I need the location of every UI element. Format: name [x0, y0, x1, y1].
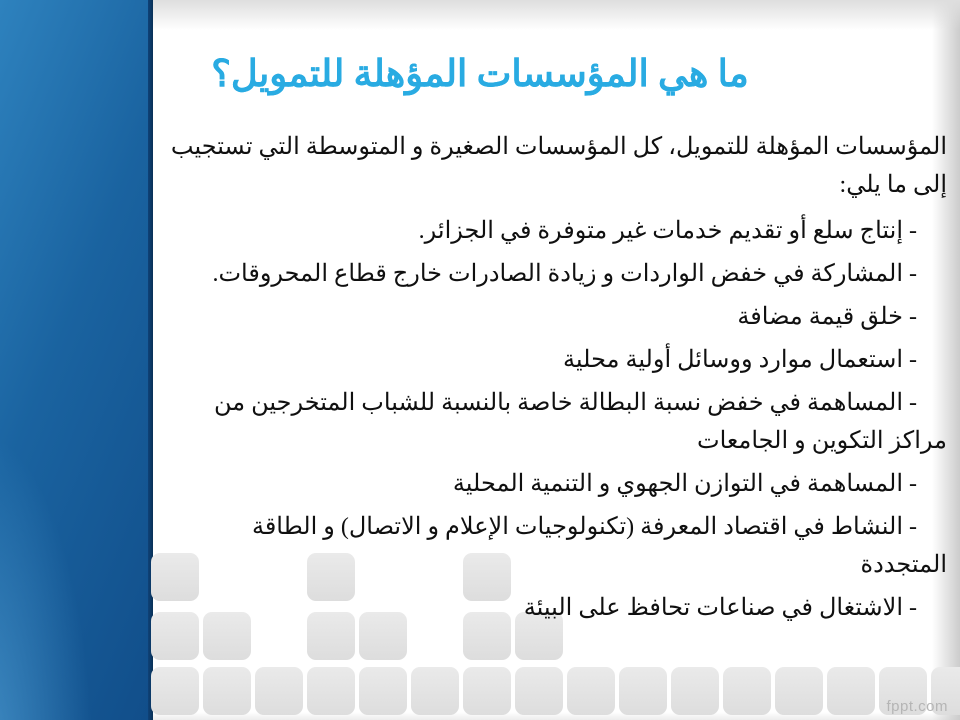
decorative-square [307, 667, 355, 715]
decorative-square [619, 667, 667, 715]
decorative-square [359, 667, 407, 715]
decorative-square [463, 667, 511, 715]
decorative-square [827, 667, 875, 715]
bullet-item: - النشاط في اقتصاد المعرفة (تكنولوجيات الإعلام و الاتصال) و الطاقة المتجددة [251, 514, 947, 578]
decorative-square [255, 667, 303, 715]
decorative-square [151, 667, 199, 715]
bullet-item: - المساهمة في خفض نسبة البطالة خاصة بالنسبة للشباب المتخرجين من مراكز التكوين و الجامعات [213, 390, 947, 454]
bullet-item: - خلق قيمة مضافة [737, 304, 917, 330]
intro-paragraph: المؤسسات المؤهلة للتمويل، كل المؤسسات الصغيرة و المتوسطة التي تستجيب إلى ما يلي: [170, 134, 947, 198]
decorative-square [567, 667, 615, 715]
decorative-square [723, 667, 771, 715]
bullet-item: - المشاركة في خفض الواردات و زيادة الصادرات خارج قطاع المحروقات. [212, 261, 917, 287]
bullet-item: - المساهمة في التوازن الجهوي و التنمية المحلية [452, 471, 917, 497]
slide-title: ما هي المؤسسات المؤهلة للتمويل؟ [211, 53, 749, 95]
decorative-square [775, 667, 823, 715]
decorative-square [671, 667, 719, 715]
decorative-square [411, 667, 459, 715]
slide-body [160, 128, 947, 627]
bullet-list [160, 212, 947, 627]
bullet-item: - إنتاج سلع أو تقديم خدمات غير متوفرة في الجزائر. [418, 218, 917, 244]
fppt-watermark: fppt.com [886, 698, 948, 715]
bullet-item: - الاشتغال في صناعات تحافظ على البيئة [523, 595, 917, 621]
bullet-item: - استعمال موارد ووسائل أولية محلية [563, 347, 917, 373]
decorative-square [515, 667, 563, 715]
decorative-square [203, 667, 251, 715]
